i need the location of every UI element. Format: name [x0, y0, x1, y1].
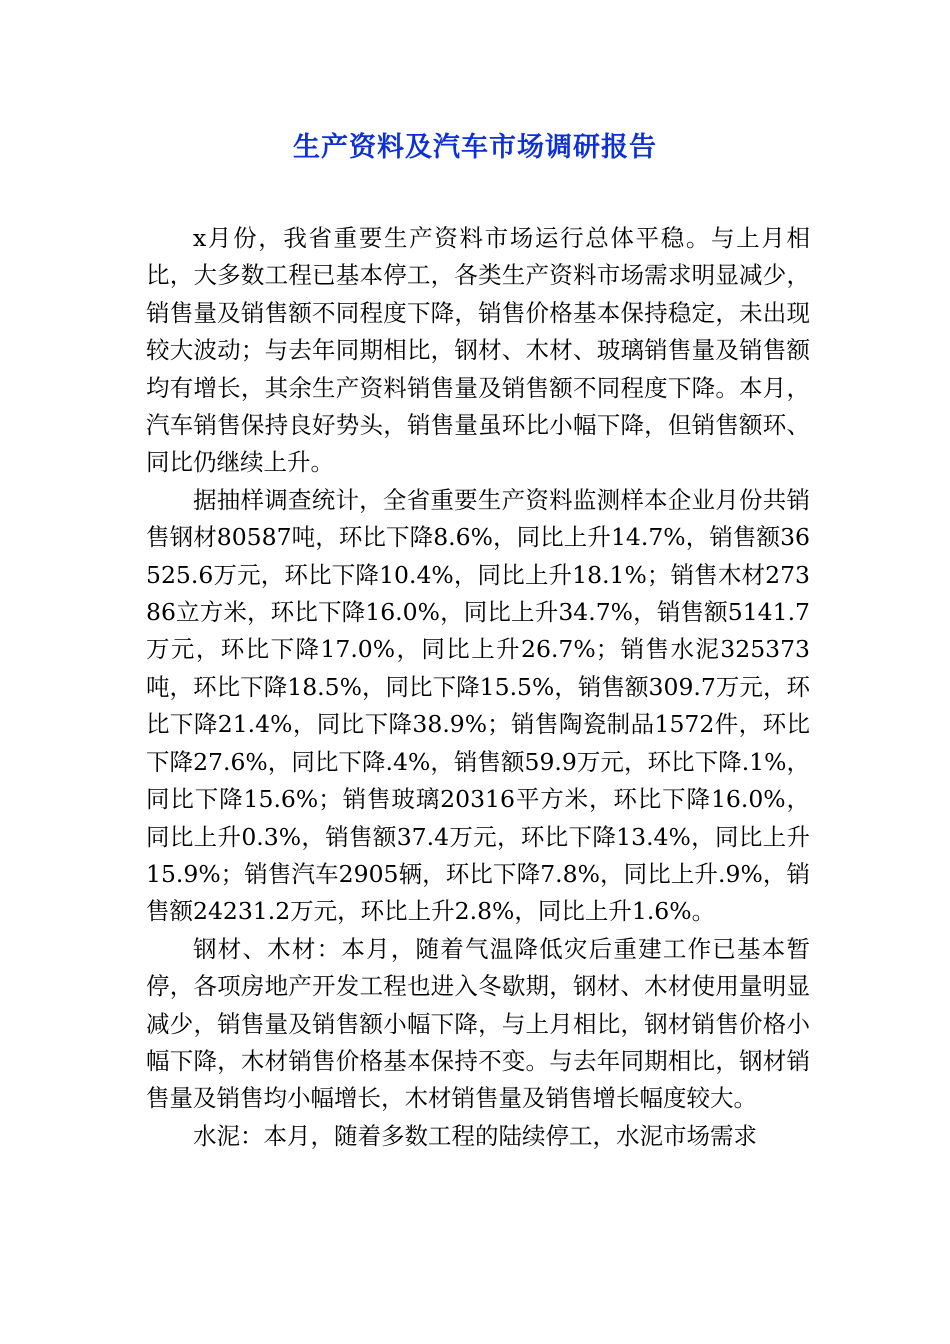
- document-title: 生产资料及汽车市场调研报告: [293, 132, 657, 163]
- paragraph-market-overview: x月份，我省重要生产资料市场运行总体平稳。与上月相比，大多数工程已基本停工，各类生产资料市场需求明显减少，销售量及销售额不同程度下降，销售价格基本保持稳定，未出现较大波动；与去年同期相比，钢材、木材、玻璃销售量及销售额均有增长，其余生产资料销售量及销售额不同程度下降。本月，汽车销售保持良好势头，销售量虽环比小幅下降，但销售额环、同比仍继续上升。: [146, 224, 810, 477]
- paragraph-steel-timber: 钢材、木材：本月，随着气温降低灾后重建工作已基本暂停，各项房地产开发工程也进入冬歇期，钢材、木材使用量明显减少，销售量及销售额小幅下降，与上月相比，钢材销售价格小幅下降，木材销售价格基本保持不变。与去年同期相比，钢材销售量及销售均小幅增长，木材销售量及销售增长幅度较大。: [146, 934, 810, 1113]
- paragraph-sampling-statistics: 据抽样调查统计，全省重要生产资料监测样本企业月份共销售钢材80587吨，环比下降8.6%，同比上升14.7%，销售额36525.6万元，环比下降10.4%，同比上升18.1%；销售木材27386立方米，环比下降16.0%，同比上升34.7%，销售额5141.7万元，环比下降17.0%，同比上升26.7%；销售水泥325373吨，环比下降18.5%，同比下降15.5%，销售额309.7万元，环比下降21.4%，同比下降38.9%；销售陶瓷制品1572件，环比下降27.6%，同比下降.4%，销售额59.9万元，环比下降.1%，同比下降15.6%；销售玻璃20316平方米，环比下降16.0%，同比上升0.3%，销售额37.4万元，环比下降13.4%，同比上升15.9%；销售汽车2905辆，环比下降7.8%，同比上升.9%，销售额24231.2万元，环比上升2.8%，同比上升1.6%。: [146, 485, 810, 926]
- paragraph-cement: 水泥：本月，随着多数工程的陆续停工，水泥市场需求: [193, 1121, 757, 1150]
- document-body: [146, 220, 810, 1155]
